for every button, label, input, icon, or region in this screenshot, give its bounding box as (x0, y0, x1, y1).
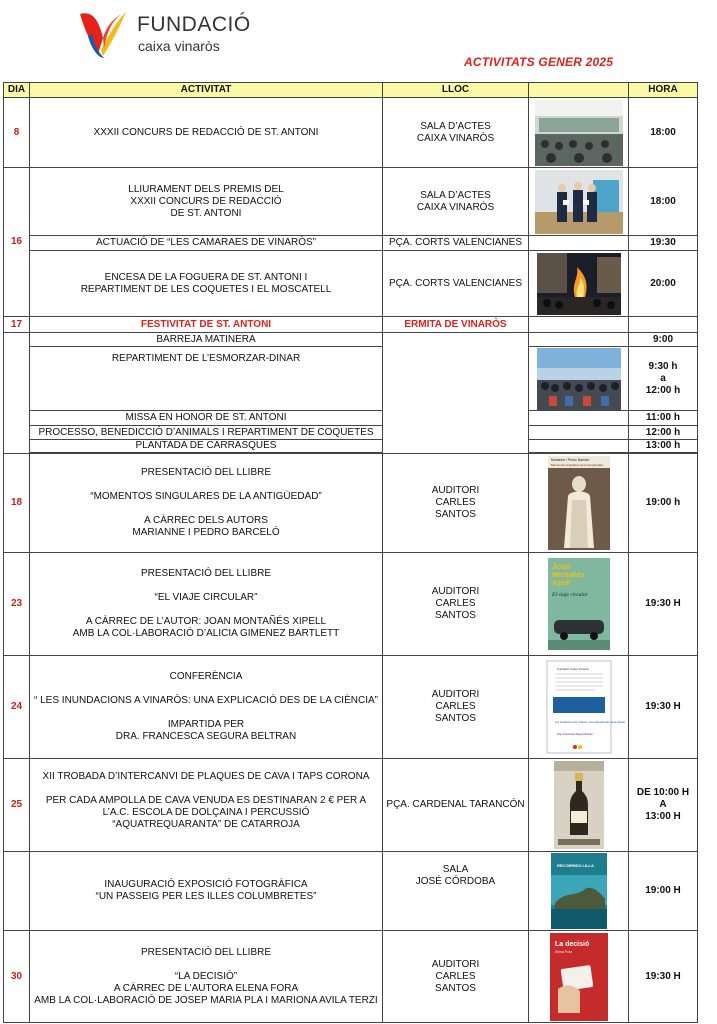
row-activity: REPARTIMENT DE L’ESMORZAR-DINAR (30, 347, 383, 411)
auditorium-photo-icon (535, 100, 623, 166)
poster-title-text: Les inundacions de Vinaròs: una explicació des de la ciència (554, 721, 625, 724)
row-book-cover (529, 931, 629, 1023)
table-row (4, 759, 698, 852)
row-photo-empty (529, 236, 629, 251)
table-row (4, 852, 698, 931)
row-activity: PLANTADA DE CARRASQUES (30, 440, 383, 453)
table-row (4, 168, 698, 236)
cover-author-text: Elena Fora (554, 949, 572, 954)
cover-author-text: Montañés (551, 572, 585, 579)
book-cover-icon (548, 456, 610, 550)
row-activity: ACTUACIÓ DE “LES CAMARAES DE VINARÒS” (30, 236, 383, 251)
conference-poster-icon (547, 661, 625, 753)
row-poster (529, 656, 629, 759)
cover-author-text: Marianne i Pedro Barceló (550, 458, 589, 462)
row-photo-empty (529, 440, 629, 453)
row-poster (529, 852, 629, 931)
row-place: AUDITORI CARLES SANTOS (383, 553, 529, 656)
row-activity: PRESENTACIÓ DEL LLIBRE “LA DECISIÓ” A CÀRREC DE L’AUTORA ELENA FORA AMB LA COL·LABORACIÓ DE JOSEP MARIA PLA I MARIONA AVILA TERZI (30, 931, 383, 1023)
row-day: 25 (4, 759, 30, 852)
row-place: AUDITORI CARLES SANTOS (383, 931, 529, 1023)
table-row (4, 347, 698, 411)
row-place: SALA D’ACTES CAIXA VINARÒS (383, 168, 529, 236)
row-day-empty (4, 333, 30, 454)
row-day-empty (4, 852, 30, 931)
row-activity: CONFERÈNCIA “ LES INUNDACIONS A VINARÒS: UNA EXPLICACIÓ DES DE LA CIÈNCIA” IMPARTIDA PER DRA. FRANCESCA SEGURA BELTRAN (30, 656, 383, 759)
book-cover-icon (550, 933, 608, 1021)
row-day: 17 (4, 317, 30, 333)
row-time: 9:00 (629, 333, 698, 347)
cover-author-text: Joan (551, 562, 571, 571)
header-dia: DIA (4, 83, 30, 98)
table-row (4, 454, 698, 553)
logo-subtitle: caixa vinaròs (138, 38, 220, 54)
row-place: PÇA. CORTS VALENCIANES (383, 251, 529, 317)
schedule-period-title: ACTIVITATS GENER 2025 (464, 55, 614, 69)
schedule-table (3, 82, 698, 1023)
row-activity: XXXII CONCURS DE REDACCIÓ DE ST. ANTONI (30, 98, 383, 168)
row-photo-empty (529, 333, 629, 347)
row-day: 18 (4, 454, 30, 553)
photo-exhibition-poster-icon (551, 853, 607, 929)
table-row (4, 251, 698, 317)
row-activity: PROCESSO, BENEDICCIÓ D’ANIMALS I REPARTIMENT DE COQUETES (30, 426, 383, 440)
row-place: SALA JOSÉ CÓRDOBA (383, 852, 529, 931)
row-book-cover (529, 553, 629, 656)
table-row (4, 656, 698, 759)
row-activity: XII TROBADA D’INTERCANVI DE PLAQUES DE CAVA I TAPS CORONA PER CADA AMPOLLA DE CAVA VENUDA ES DESTINARAN 2 € PER A L’A.C. ESCOLA DE DOLÇAINA I PERCUSSIÓ “AQUATREQUARANTA” DE CATARROJA (30, 759, 383, 852)
page-header (0, 0, 717, 82)
row-time: 12:00 h (629, 426, 698, 440)
row-day: 16 (4, 168, 30, 317)
row-place: AUDITORI CARLES SANTOS (383, 454, 529, 553)
row-time: 19:00 H (629, 852, 698, 931)
table-header-row (4, 83, 698, 98)
row-photo (529, 98, 629, 168)
row-time: 19:00 h (629, 454, 698, 553)
cover-title-text: El viaje circular (551, 592, 588, 598)
row-activity: PRESENTACIÓ DEL LLIBRE “MOMENTOS SINGULARES DE LA ANTIGÜEDAD” A CÀRREC DELS AUTORS MARIANNE I PEDRO BARCELÓ (30, 454, 383, 553)
cover-author-text: Xipell (551, 580, 571, 587)
poster-header-text: Fundació Caixa Vinaròs (556, 667, 589, 671)
table-row (4, 553, 698, 656)
row-place: PÇA. CARDENAL TARANCÓN (383, 759, 529, 852)
table-row (4, 426, 698, 440)
row-poster (529, 759, 629, 852)
row-photo-empty (529, 411, 629, 426)
row-time: 19:30 H (629, 553, 698, 656)
row-activity: FESTIVITAT DE ST. ANTONI (30, 317, 383, 333)
cava-bottle-poster-icon (554, 761, 604, 849)
row-activity: MISSA EN HONOR DE ST. ANTONI (30, 411, 383, 426)
header-activitat: ACTIVITAT (30, 83, 383, 98)
row-photo-empty (529, 317, 629, 333)
row-time: 13:00 h (629, 440, 698, 453)
row-place: AUDITORI CARLES SANTOS (383, 656, 529, 759)
row-time: 18:00 (629, 98, 698, 168)
table-row (4, 317, 698, 333)
poster-title-text: RECORRIDO LILLA (556, 863, 594, 868)
table-row (4, 98, 698, 168)
bonfire-photo-icon (537, 253, 621, 315)
cover-title-text: Momentos singulares de la Antigüedad (550, 463, 603, 467)
row-activity: ENCESA DE LA FOGUERA DE ST. ANTONI I REPARTIMENT DE LES COQUETES I EL MOSCATELL (30, 251, 383, 317)
row-place: PÇA. CORTS VALENCIANES (383, 236, 529, 251)
table-row (4, 411, 698, 426)
row-activity: INAUGURACIÓ EXPOSICIÓ FOTOGRÀFICA “UN PASSEIG PER LES ILLES COLUMBRETES” (30, 852, 383, 931)
row-day: 8 (4, 98, 30, 168)
cover-title-text: La decisió (554, 940, 589, 948)
row-activity: LLIURAMENT DELS PREMIS DEL XXXII CONCURS DE REDACCIÓ DE ST. ANTONI (30, 168, 383, 236)
row-time: DE 10:00 H A 13:00 H (629, 759, 698, 852)
row-place-empty (383, 333, 529, 454)
row-book-cover (529, 454, 629, 553)
row-photo (529, 347, 629, 411)
row-day: 24 (4, 656, 30, 759)
crowd-photo-icon (537, 348, 621, 410)
row-time-empty (629, 317, 698, 333)
table-row (4, 333, 698, 347)
row-time: 19:30 H (629, 656, 698, 759)
row-time: 11:00 h (629, 411, 698, 426)
row-time: 9:30 h a 12:00 h (629, 347, 698, 411)
header-image (529, 83, 629, 98)
row-day: 30 (4, 931, 30, 1023)
table-row (4, 931, 698, 1023)
poster-speaker-text: Dra. Francesca Segura Beltran (556, 733, 593, 736)
award-ceremony-photo-icon (535, 170, 623, 234)
row-activity: PRESENTACIÓ DEL LLIBRE “EL VIAJE CIRCULAR” A CÀRREC DE L’AUTOR: JOAN MONTAÑÉS XIPELL AMB LA COL·LABORACIÓ D’ALICIA GIMENEZ BARTLETT (30, 553, 383, 656)
row-time: 20:00 (629, 251, 698, 317)
row-photo (529, 251, 629, 317)
row-place: SALA D’ACTES CAIXA VINARÒS (383, 98, 529, 168)
logo-name: FUNDACIÓ (137, 13, 251, 36)
fundacio-logo-icon (76, 8, 130, 60)
row-photo (529, 168, 629, 236)
row-place: ERMITA DE VINARÒS (383, 317, 529, 333)
header-lloc: LLOC (383, 83, 529, 98)
table-row (4, 236, 698, 251)
row-photo-empty (529, 426, 629, 440)
row-time: 19:30 (629, 236, 698, 251)
book-cover-icon (548, 558, 610, 650)
row-time: 18:00 (629, 168, 698, 236)
header-hora: HORA (629, 83, 698, 98)
row-time: 19:30 H (629, 931, 698, 1023)
table-row (4, 440, 698, 453)
row-day: 23 (4, 553, 30, 656)
row-activity: BARREJA MATINERA (30, 333, 383, 347)
